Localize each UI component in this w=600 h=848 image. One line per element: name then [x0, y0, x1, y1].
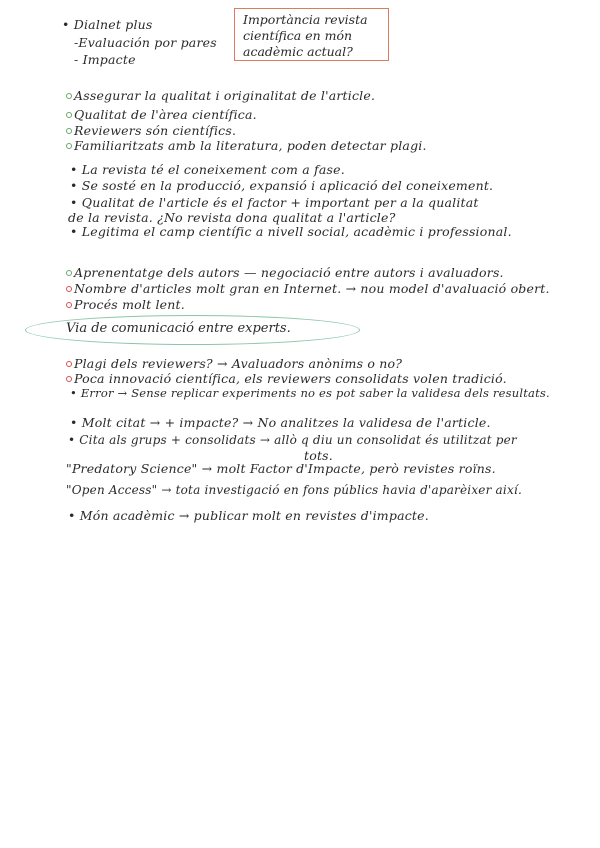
- section-title: Via de comunicació entre experts.: [66, 321, 291, 336]
- list-item: [66, 265, 504, 280]
- list-item: • La revista té el coneixement com a fase.: [70, 162, 345, 177]
- list-item: • Cita als grups + consolidats → allò q diu un consolidat és utilitzat per: [68, 433, 517, 447]
- list-item-text: Poca innovació científica, els reviewers consolidats volen tradició.: [74, 371, 507, 386]
- list-item: [66, 123, 236, 138]
- green-dot-icon: [66, 128, 72, 134]
- list-item: • Legitima el camp científic a nivell social, acadèmic i professional.: [70, 224, 512, 239]
- red-dot-icon: [66, 361, 72, 367]
- list-item-text: Procés molt lent.: [74, 297, 185, 312]
- list-item: [66, 371, 507, 386]
- green-dot-icon: [66, 270, 72, 276]
- list-item: [66, 138, 427, 153]
- green-dot-icon: [66, 143, 72, 149]
- list-item-text: Qualitat de l'àrea científica.: [74, 107, 257, 122]
- green-dot-icon: [66, 112, 72, 118]
- list-item-text: Plagi dels reviewers? → Avaluadors anònims o no?: [74, 356, 403, 371]
- note-dialnet: • Dialnet plus: [62, 17, 153, 32]
- list-item: • Molt citat → + impacte? → No analitzes la validesa de l'article.: [70, 415, 491, 430]
- list-item: "Predatory Science" → molt Factor d'Impacte, però revistes roïns.: [66, 461, 496, 476]
- red-dot-icon: [66, 302, 72, 308]
- list-item-text: Assegurar la qualitat i originalitat de l'article.: [74, 88, 376, 103]
- list-item: "Open Access" → tota investigació en fons públics havia d'aparèixer així.: [66, 483, 522, 497]
- red-dot-icon: [66, 376, 72, 382]
- list-item: de la revista. ¿No revista dona qualitat a l'article?: [68, 210, 396, 225]
- list-item: tots.: [304, 448, 333, 463]
- list-item-text: Aprenentatge dels autors — negociació entre autors i avaluadors.: [74, 265, 504, 280]
- list-item: [66, 297, 185, 312]
- list-item: • Món acadèmic → publicar molt en revistes d'impacte.: [68, 508, 429, 523]
- list-item-text: Nombre d'articles molt gran en Internet. → nou model d'avaluació obert.: [74, 281, 550, 296]
- list-item: [66, 356, 402, 371]
- title-line-1: Importància revista: [243, 12, 368, 27]
- note-evaluacion: -Evaluación por pares: [74, 35, 217, 50]
- red-dot-icon: [66, 286, 72, 292]
- title-box: [234, 8, 389, 61]
- list-item-text: Familiaritzats amb la literatura, poden detectar plagi.: [74, 138, 427, 153]
- green-dot-icon: [66, 93, 72, 99]
- list-item: • Qualitat de l'article és el factor + important per a la qualitat: [70, 195, 479, 210]
- note-impacte: - Impacte: [74, 52, 136, 67]
- list-item: [66, 88, 375, 103]
- title-line-3: acadèmic actual?: [243, 44, 353, 59]
- list-item: [66, 107, 257, 122]
- list-item: • Se sosté en la producció, expansió i aplicació del coneixement.: [70, 178, 494, 193]
- title-line-2: científica en món: [243, 28, 353, 43]
- list-item: • Error → Sense replicar experiments no es pot saber la validesa dels resultats.: [70, 386, 550, 400]
- list-item-text: Reviewers són científics.: [74, 123, 237, 138]
- list-item: [66, 281, 550, 296]
